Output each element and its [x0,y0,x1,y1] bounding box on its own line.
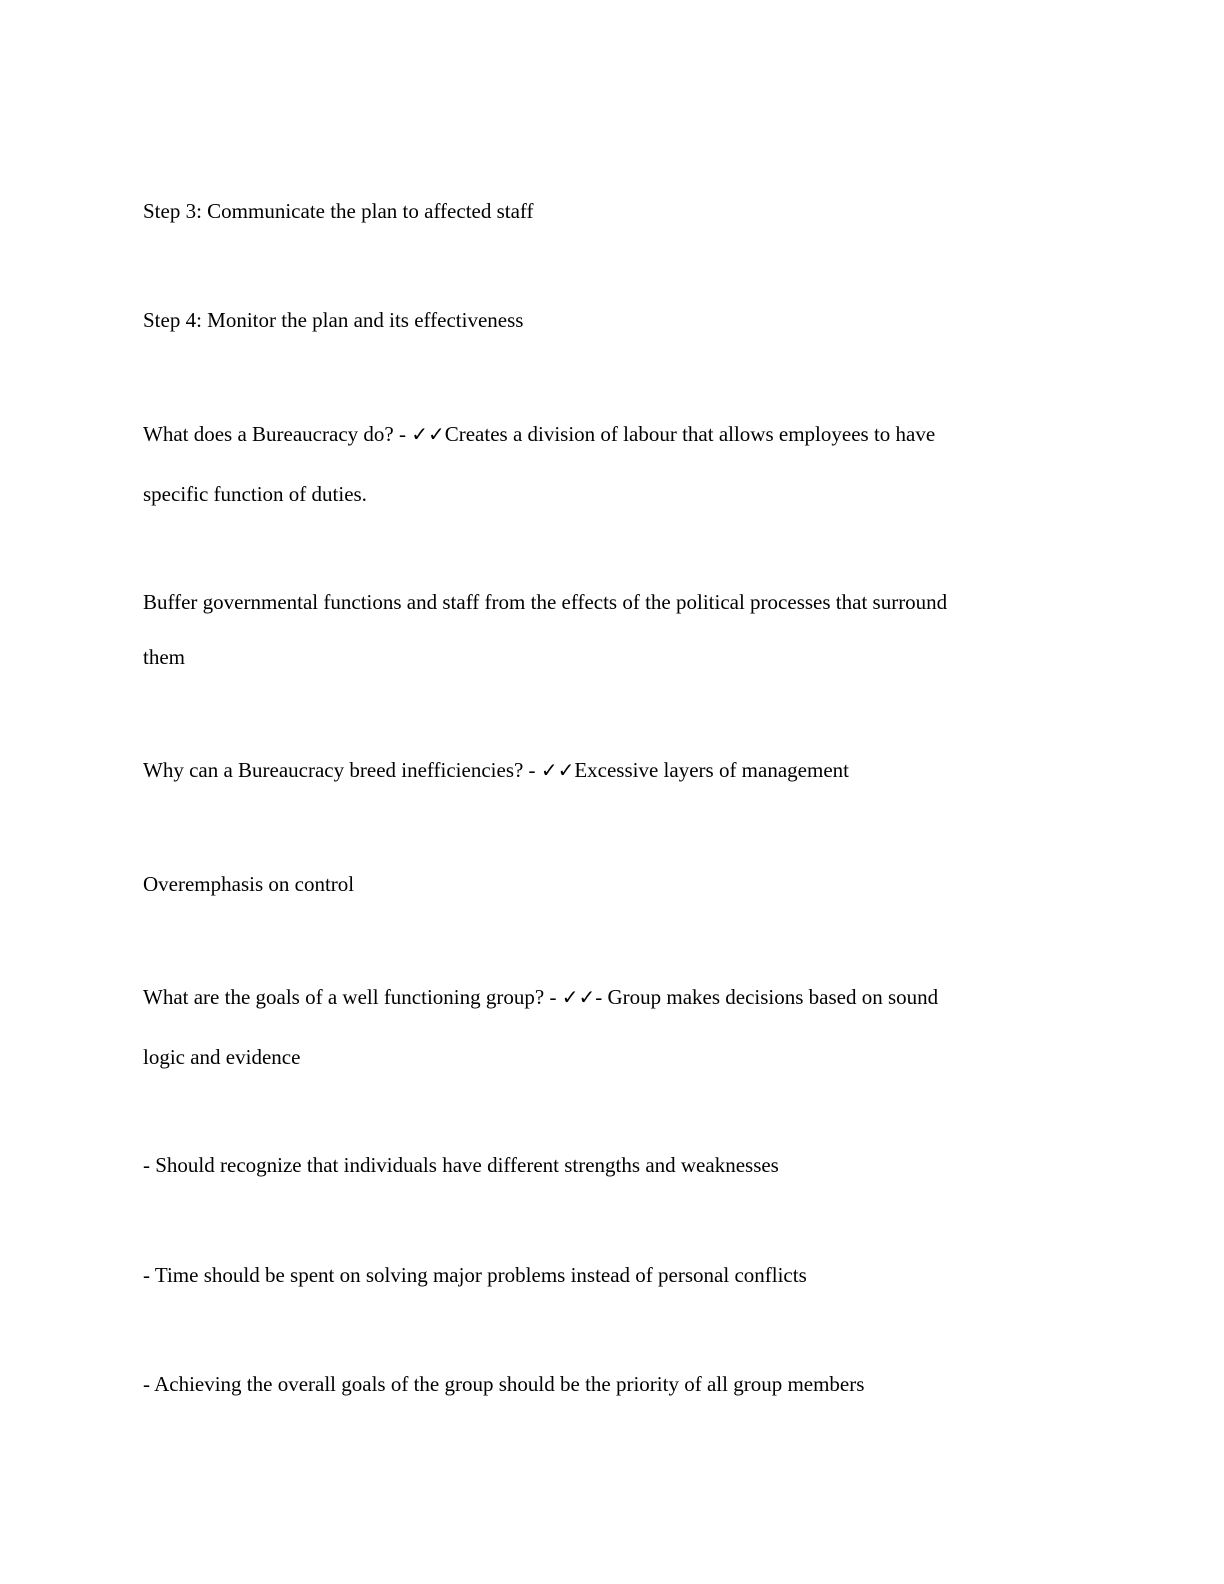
checkmark-icon: ✓✓ [561,985,596,1009]
list-item-overall-goals: - Achieving the overall goals of the group should be the priority of all group members [143,1372,865,1396]
text-line-step-4: Step 4: Monitor the plan and its effectiveness [143,308,524,332]
text-line-specific-function: specific function of duties. [143,482,367,506]
question-text: Why can a Bureaucracy breed inefficiencies? - [143,758,541,782]
text-line-step-3: Step 3: Communicate the plan to affected staff [143,199,534,223]
question-text: What does a Bureaucracy do? - [143,422,412,446]
text-line-logic-evidence: logic and evidence [143,1045,301,1069]
text-line-them: them [143,645,185,669]
checkmark-icon: ✓✓ [540,758,575,782]
list-item-time-spent: - Time should be spent on solving major problems instead of personal conflicts [143,1263,807,1287]
answer-text: - Group makes decisions based on sound [595,985,939,1009]
text-line-buffer-functions: Buffer governmental functions and staff from the effects of the political processes that surround [143,590,948,614]
checkmark-icon: ✓✓ [411,422,445,446]
answer-text: Excessive layers of management [574,758,849,782]
text-line-overemphasis: Overemphasis on control [143,872,355,896]
question-bureaucracy-do [143,422,935,446]
question-bureaucracy-inefficiencies [143,758,849,782]
list-item-strengths: - Should recognize that individuals have different strengths and weaknesses [143,1153,779,1177]
question-group-goals [143,985,938,1009]
answer-text: Creates a division of labour that allows employees to have [444,422,936,446]
question-text: What are the goals of a well functioning group? - [143,985,562,1009]
